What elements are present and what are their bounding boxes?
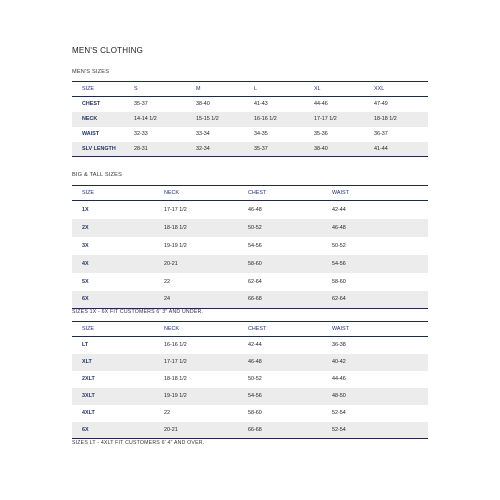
column-header: NECK xyxy=(164,322,248,337)
table-row xyxy=(72,405,428,422)
row-label: 2X xyxy=(72,219,164,237)
tall-sizes-fit-note: SIZES LT - 4XLT FIT CUSTOMERS 6' 4" AND OVER. xyxy=(72,440,205,446)
table-cell: 20-21 xyxy=(164,422,248,439)
table-cell: 54-56 xyxy=(248,242,262,249)
column-header: WAIST xyxy=(332,322,428,337)
table-cell: 32-34 xyxy=(196,142,254,157)
table-cell: 16-16 1/2 xyxy=(254,112,314,127)
row-label: NECK xyxy=(72,112,134,127)
table-cell: 50-52 xyxy=(248,219,332,237)
table-row xyxy=(72,291,428,309)
column-header: CHEST xyxy=(248,322,332,337)
mens-sizes-table xyxy=(72,81,428,157)
column-header: NECK xyxy=(164,186,248,201)
table-cell: 62-64 xyxy=(248,278,262,285)
row-label: CHEST xyxy=(82,101,101,108)
row-label: 4XLT xyxy=(82,410,95,416)
table-cell: 19-19 1/2 xyxy=(164,242,187,249)
row-label: 3X xyxy=(82,242,89,249)
column-header: CHEST xyxy=(248,186,332,201)
table-cell: 66-68 xyxy=(248,291,332,309)
table-row xyxy=(72,97,428,112)
row-label: 6X xyxy=(72,291,164,309)
table-cell: 54-56 xyxy=(248,388,332,405)
table-cell: 34-35 xyxy=(254,131,268,137)
table-row xyxy=(72,237,428,255)
column-header: L xyxy=(254,82,314,97)
table-row xyxy=(72,142,428,157)
table-row xyxy=(72,127,428,142)
column-header: XL xyxy=(314,82,374,97)
table-row xyxy=(72,219,428,237)
table-row xyxy=(72,337,428,354)
table-header-row xyxy=(72,82,428,97)
table-cell: 17-17 1/2 xyxy=(314,112,374,127)
row-label: 2XLT xyxy=(82,376,95,382)
table-row xyxy=(72,371,428,388)
table-cell: 62-64 xyxy=(332,291,428,309)
big-sizes-fit-note: SIZES 1X - 6X FIT CUSTOMERS 6' 3" AND UNDER. xyxy=(72,309,204,315)
table-cell: 18-18 1/2 xyxy=(164,376,187,382)
table-cell: 28-31 xyxy=(134,142,196,157)
table-cell: 19-19 1/2 xyxy=(164,388,248,405)
table-cell: 17-17 1/2 xyxy=(164,206,187,213)
row-label: WAIST xyxy=(82,131,100,137)
table-cell: 41-44 xyxy=(374,142,428,157)
table-header-row xyxy=(72,186,428,201)
table-row xyxy=(72,354,428,371)
row-label: 5X xyxy=(82,278,89,285)
table-cell: 58-60 xyxy=(248,410,262,416)
table-cell: 42-44 xyxy=(332,206,346,213)
table-row xyxy=(72,422,428,439)
table-cell: 50-52 xyxy=(248,376,262,382)
column-header: WAIST xyxy=(332,186,428,201)
table-header-row xyxy=(72,322,428,337)
table-cell: 54-56 xyxy=(332,255,428,273)
table-cell: 32-33 xyxy=(134,131,148,137)
table-cell: 36-38 xyxy=(332,342,346,349)
table-cell: 18-18 1/2 xyxy=(374,112,428,127)
table-cell: 41-43 xyxy=(254,101,268,108)
table-cell: 52-54 xyxy=(332,410,346,416)
row-label: 3XLT xyxy=(72,388,164,405)
table-cell: 35-37 xyxy=(254,142,314,157)
tall-sizes-table xyxy=(72,321,428,439)
table-cell: 22 xyxy=(164,410,170,416)
column-header: M xyxy=(196,82,254,97)
table-cell: 38-40 xyxy=(314,142,374,157)
table-cell: 46-48 xyxy=(248,354,332,371)
table-cell: 58-60 xyxy=(332,278,346,285)
table-cell: 15-15 1/2 xyxy=(196,112,254,127)
table-row xyxy=(72,388,428,405)
table-cell: 47-49 xyxy=(374,101,388,108)
row-label: SLV LENGTH xyxy=(72,142,134,157)
table-cell: 14-14 1/2 xyxy=(134,112,196,127)
table-cell: 20-21 xyxy=(164,255,248,273)
column-header: SIZE xyxy=(72,82,134,97)
table-cell: 42-44 xyxy=(248,342,262,349)
big-tall-sizes-label: BIG & TALL SIZES xyxy=(72,172,123,178)
table-cell: 44-46 xyxy=(314,101,328,108)
table-cell: 40-42 xyxy=(332,354,428,371)
table-cell: 38-40 xyxy=(196,101,210,108)
table-cell: 35-36 xyxy=(314,131,328,137)
table-cell: 16-16 1/2 xyxy=(164,342,187,349)
row-label: 4X xyxy=(72,255,164,273)
row-label: LT xyxy=(82,342,89,349)
big-tall-table xyxy=(72,185,428,309)
table-cell: 50-52 xyxy=(332,242,346,249)
row-label: XLT xyxy=(72,354,164,371)
table-cell: 48-50 xyxy=(332,388,428,405)
table-row xyxy=(72,112,428,127)
table-cell: 46-48 xyxy=(248,206,262,213)
mens-sizes-label: MEN'S SIZES xyxy=(72,69,110,75)
table-cell: 58-60 xyxy=(248,255,332,273)
page-title: MEN'S CLOTHING xyxy=(72,46,143,55)
table-cell: 52-54 xyxy=(332,422,428,439)
table-cell: 36-37 xyxy=(374,131,388,137)
table-row xyxy=(72,273,428,291)
table-cell: 33-34 xyxy=(196,131,210,137)
table-cell: 22 xyxy=(164,278,170,285)
table-row xyxy=(72,255,428,273)
table-cell: 24 xyxy=(164,291,248,309)
table-cell: 66-68 xyxy=(248,422,332,439)
table-row xyxy=(72,201,428,219)
column-header: SIZE xyxy=(72,322,164,337)
table-cell: 35-37 xyxy=(134,101,148,108)
table-cell: 18-18 1/2 xyxy=(164,219,248,237)
column-header: SIZE xyxy=(72,186,164,201)
table-cell: 46-48 xyxy=(332,219,428,237)
table-cell: 17-17 1/2 xyxy=(164,354,248,371)
table-cell: 44-46 xyxy=(332,376,346,382)
column-header: S xyxy=(134,82,196,97)
row-label: 6X xyxy=(72,422,164,439)
column-header: XXL xyxy=(374,82,428,97)
row-label: 1X xyxy=(82,206,89,213)
